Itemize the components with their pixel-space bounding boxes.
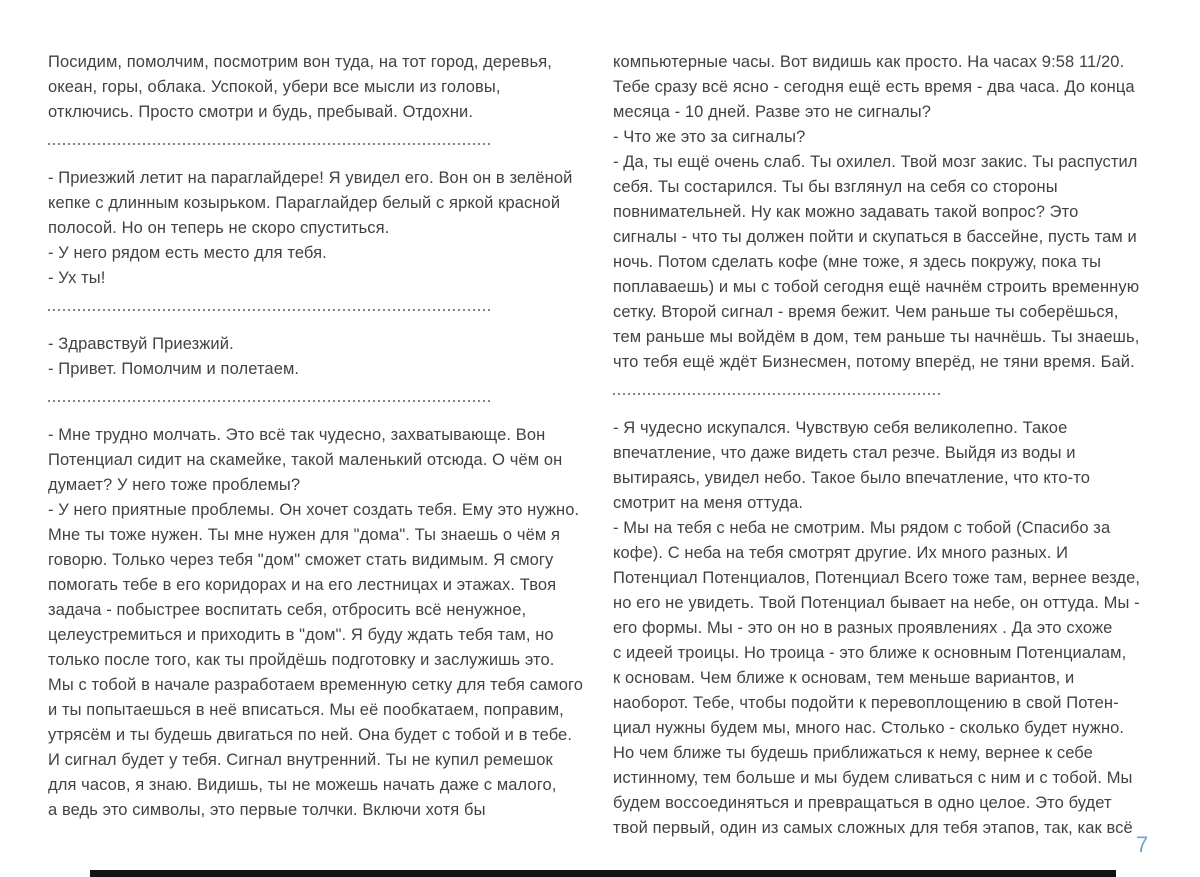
text-line: поплаваешь) и мы с тобой сегодня ещё начнём строить временную [613, 278, 1140, 296]
text-line: твой первый, один из самых сложных для тебя этапов, так, как всё [613, 819, 1133, 837]
text-line: думает? У него тоже проблемы? [48, 476, 301, 494]
paragraph [613, 50, 1158, 375]
text-line: Потенциал сидит на скамейке, такой маленький отсюда. О чём он [48, 451, 563, 469]
dotted-separator [48, 143, 490, 145]
text-line: - Мы на тебя с неба не смотрим. Мы рядом с тобой (Спасибо за [613, 519, 1111, 537]
text-line: говорю. Только через тебя "дом" сможет стать видимым. Я смогу [48, 551, 554, 569]
page-number: 7 [1136, 832, 1149, 857]
text-line: его формы. Мы - это он но в разных проявлениях . Да это схоже [613, 619, 1113, 637]
text-line: Но чем ближе ты будешь приближаться к нему, вернее к себе [613, 744, 1093, 762]
paragraph [613, 416, 1158, 841]
text-line: только после того, как ты пройдёшь подготовку и заслужишь это. [48, 651, 555, 669]
text-line: И сигнал будет у тебя. Сигнал внутренний. Ты не купил ремешок [48, 751, 553, 769]
text-line: Посидим, помолчим, посмотрим вон туда, на тот город, деревья, [48, 53, 552, 71]
text-line: смотрит на меня оттуда. [613, 494, 804, 512]
text-line: тем раньше мы войдём в дом, тем раньше ты начнёшь. Ты знаешь, [613, 328, 1140, 346]
text-line: с идеей троицы. Но троица - это ближе к основным Потенциалам, [613, 644, 1127, 662]
text-line: - Приезжий летит на параглайдере! Я увидел его. Вон он в зелёной [48, 169, 573, 187]
text-line: циал нужны будем мы, много нас. Столько - сколько будет нужно. [613, 719, 1125, 737]
text-line: - У него рядом есть место для тебя. [48, 244, 327, 262]
right-text-column [613, 50, 1158, 841]
text-line: кепке с длинным козырьком. Параглайдер белый с яркой красной [48, 194, 561, 212]
text-line: - Ух ты! [48, 269, 106, 287]
text-line: сетку. Второй сигнал - время бежит. Чем раньше ты соберёшься, [613, 303, 1119, 321]
paragraph [48, 423, 588, 823]
text-line: впечатление, что даже видеть стал резче. Выйдя из воды и [613, 444, 1076, 462]
text-line: и ты попытаешься в неё вписаться. Мы её пообкатаем, поправим, [48, 701, 564, 719]
text-line: наоборот. Тебе, чтобы подойти к перевоплощению в свой Потен- [613, 694, 1119, 712]
text-line: - Да, ты ещё очень слаб. Ты охилел. Твой мозг закис. Ты распустил [613, 153, 1138, 171]
paragraph [48, 332, 588, 382]
dotted-separator [48, 400, 490, 402]
text-line: ночь. Потом сделать кофе (мне тоже, я здесь покружу, пока ты [613, 253, 1102, 271]
text-line: месяца - 10 дней. Разве это не сигналы? [613, 103, 931, 121]
text-line: а ведь это символы, это первые толчки. Включи хотя бы [48, 801, 486, 819]
text-line: кофе). С неба на тебя смотрят другие. Их много разных. И [613, 544, 1069, 562]
text-line: - Мне трудно молчать. Это всё так чудесно, захватывающе. Вон [48, 426, 546, 444]
text-line: будем воссоединяться и превращаться в одно целое. Это будет [613, 794, 1112, 812]
text-line: вытираясь, увидел небо. Такое было впечатление, что кто-то [613, 469, 1090, 487]
paragraph [48, 50, 588, 125]
text-line: утрясём и ты будешь двигаться по ней. Она будет с тобой и в тебе. [48, 726, 573, 744]
text-line: истинному, тем больше и мы будем сливаться с ним и с тобой. Мы [613, 769, 1133, 787]
dotted-separator [613, 393, 940, 395]
text-line: целеустремиться и приходить в "дом". Я буду ждать тебя там, но [48, 626, 554, 644]
text-line: - Я чудесно искупался. Чувствую себя великолепно. Такое [613, 419, 1068, 437]
text-line: отключись. Просто смотри и будь, пребывай. Отдохни. [48, 103, 474, 121]
text-line: для часов, я знаю. Видишь, ты не можешь начать даже с малого, [48, 776, 557, 794]
text-line: - У него приятные проблемы. Он хочет создать тебя. Ему это нужно. [48, 501, 580, 519]
text-line: себя. Ты состарился. Ты бы взглянул на себя со стороны [613, 178, 1058, 196]
bottom-bar [90, 870, 1116, 877]
text-line: компьютерные часы. Вот видишь как просто. На часах 9:58 11/20. [613, 53, 1125, 71]
text-line: - Что же это за сигналы? [613, 128, 806, 146]
text-line: сигналы - что ты должен пойти и скупаться в бассейне, пусть там и [613, 228, 1137, 246]
text-line: к основам. Чем ближе к основам, тем меньше вариантов, и [613, 669, 1075, 687]
text-line: что тебя ещё ждёт Бизнесмен, потому вперёд, не тяни время. Бай. [613, 353, 1135, 371]
text-line: задача - побыстрее воспитать себя, отбросить всё ненужное, [48, 601, 527, 619]
text-line: повнимательней. Ну как можно задавать такой вопрос? Это [613, 203, 1079, 221]
text-line: полосой. Но он теперь не скоро спуститься. [48, 219, 390, 237]
paragraph [48, 166, 588, 291]
dotted-separator [48, 309, 490, 311]
text-line: Тебе сразу всё ясно - сегодня ещё есть время - два часа. До конца [613, 78, 1135, 96]
text-line: Потенциал Потенциалов, Потенциал Всего тоже там, вернее везде, [613, 569, 1141, 587]
text-line: - Здравствуй Приезжий. [48, 335, 234, 353]
text-line: но его не увидеть. Твой Потенциал бывает на небе, он оттуда. Мы - [613, 594, 1140, 612]
text-line: - Привет. Помолчим и полетаем. [48, 360, 300, 378]
text-line: Мне ты тоже нужен. Ты мне нужен для "дома". Ты знаешь о чём я [48, 526, 561, 544]
left-text-column [48, 50, 588, 823]
text-line: помогать тебе в его коридорах и на его лестницах и этажах. Твоя [48, 576, 557, 594]
text-line: Мы с тобой в начале разработаем временную сетку для тебя самого [48, 676, 584, 694]
text-line: океан, горы, облака. Успокой, убери все мысли из головы, [48, 78, 501, 96]
